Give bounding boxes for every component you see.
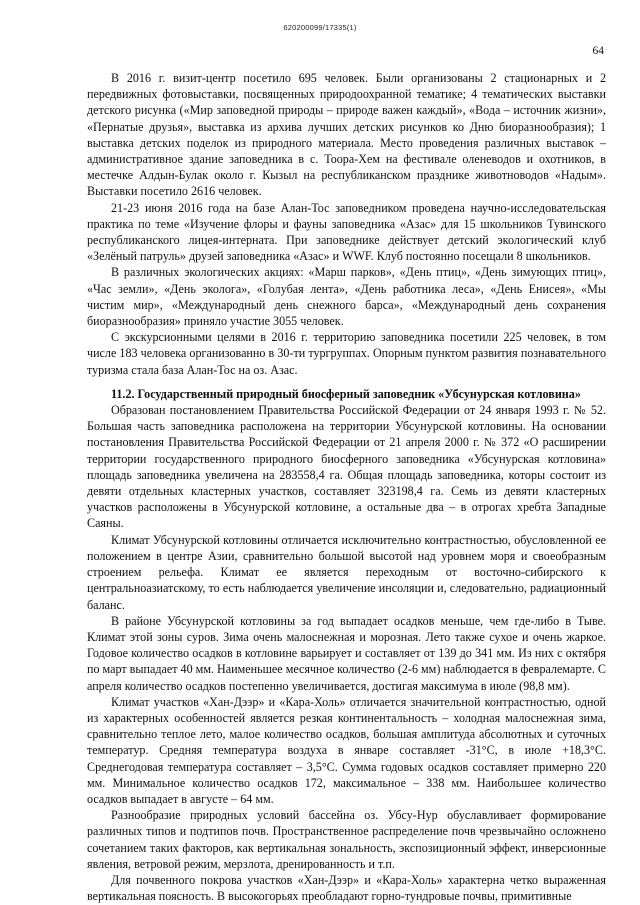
paragraph-soil-cover: Для почвенного покрова участков «Хан-Дээр» и «Кара-Холь» характерна четко выраженная вертикальная поясность. В высокогорьях преобладают горно-тундровые почвы, примитивные	[87, 872, 606, 904]
page-body	[87, 70, 606, 904]
paragraph-visit-center: В 2016 г. визит-центр посетило 695 человек. Были организованы 2 стационарных и 2 передвижных фотовыставки, посвященных природоохранной тематике; 4 тематических выставки детского рисунка («Мир заповедной природы – природе важен каждый», «Вода – источник жизни», «Пернатые друзья», выставка из архива лучших детских рисунков ко Дню биоразнообразия); 1 выставка детских поделок из природного материала. Место проведения различных выставок – административное здание заповедника в с. Тоора-Хем на фестивале оленеводов и охотников, в местечке Алдын-Булак около г. Кызыл на республиканском празднике животноводов «Надым». Выставки посетило 2616 человек.	[87, 71, 606, 199]
paragraph-excursions: С экскурсионными целями в 2016 г. территорию заповедника посетили 225 человек, в том числе 183 человека организованно в 30-ти тургруппах. Опорным пунктом развития познавательного туризма стала база Алан-Тос на оз. Азас.	[87, 330, 606, 377]
paragraph-establishment: Образован постановлением Правительства Российской Федерации от 24 января 1993 г. № 52. Большая часть заповедника расположена на территории Убсунурской котловины. На основании постановления Правительства Российской Федерации от 21 апреля 2000 г. № 372 «О расширении территории государственного природного биосферного заповедника «Убсунурская котловина» площадь заповедника увеличена на 283558,4 га. Общая площадь заповедника, которы состоит из девяти отдельных кластерных участков, составляет 323198,4 га. Семь из девяти кластерных участков расположены в Убсунурской котловине, а остальные два – в отрогах хребта Западные Саяны.	[87, 403, 606, 531]
paragraph-precipitation: В районе Убсунурской котловины за год выпадает осадков меньше, чем где-либо в Тыве. Климат этой зоны суров. Зима очень малоснежная и морозная. Лето также сухое и очень жаркое. Годовое количество осадков в котловине варьирует и составляет от 139 до 341 мм. Из них с октября по март выпадает 40 мм. Наименьшее месячное количество (2-6 мм) наблюдается в февралемарте. С апреля количество осадков постепенно увеличивается, достигая максимума в июле (98,8 мм).	[87, 613, 606, 693]
paragraph-eco-actions: В различных экологических акциях: «Марш парков», «День птиц», «День зимующих птиц», «Час земли», «День эколога», «Голубая лента», «День работника леса», «День Енисея», «Мы чистим мир», «Международный день снежного барса», «Международный день сохранения биоразнообразия» приняло участие 3055 человек.	[87, 265, 606, 329]
paragraph-research-practice: 21-23 июня 2016 года на базе Алан-Тос заповедником проведена научно-исследовательская практика по теме «Изучение флоры и фауны заповедника «Азас» для 15 школьников Тувинского республиканского лицея-интерната. При заповеднике действует детский экологический клуб «Зелёный патруль» друзей заповедника «Азас» и WWF. Клуб постоянно посещали 8 школьников.	[87, 200, 606, 264]
section-heading: 11.2. Государственный природный биосферный заповедник «Убсунурская котловина»	[111, 386, 581, 401]
page-number: 64	[592, 45, 604, 57]
paragraph-climate: Климат Убсунурской котловины отличается исключительно контрастностью, обусловленной ее положением в центре Азии, сравнительно большой высотой над уровнем моря и своеобразным строением рельефа. Климат ее является переходным от восточно-сибирского к центральноазиатскому, то есть наблюдается увеличение инсоляции и, следовательно, радиационный баланс.	[87, 532, 606, 612]
paragraph-climate-clusters: Климат участков «Хан-Дээр» и «Кара-Холь» отличается значительной контрастностью, одной из характерных особенностей является резкая континентальность – холодная малоснежная зима, сравнительно теплое лето, малое количество осадков, большая амплитуда абсолютных и суточных температур. Средняя температура воздуха в январе составляет -31°С, в июле +18,3°С. Среднегодовая температура составляет – 3,5°С. Сумма годовых осадков составляет примерно 220 мм. Минимальное количество осадков 172, максимальное – 338 мм. Наибольшее количество осадков выпадает в августе – 64 мм.	[87, 694, 606, 806]
paragraph-soils: Разнообразие природных условий бассейна оз. Убсу-Нур обуславливает формирование различных типов и подтипов почв. Пространственное распределение почв чрезвычайно осложнено сочетанием таких факторов, как вертикальная зональность, экспозиционный эффект, инверсионные явления, ветровой режим, мерзлота, дренированность и т.п.	[87, 808, 606, 871]
document-id: 620200099/17335(1)	[283, 23, 357, 32]
